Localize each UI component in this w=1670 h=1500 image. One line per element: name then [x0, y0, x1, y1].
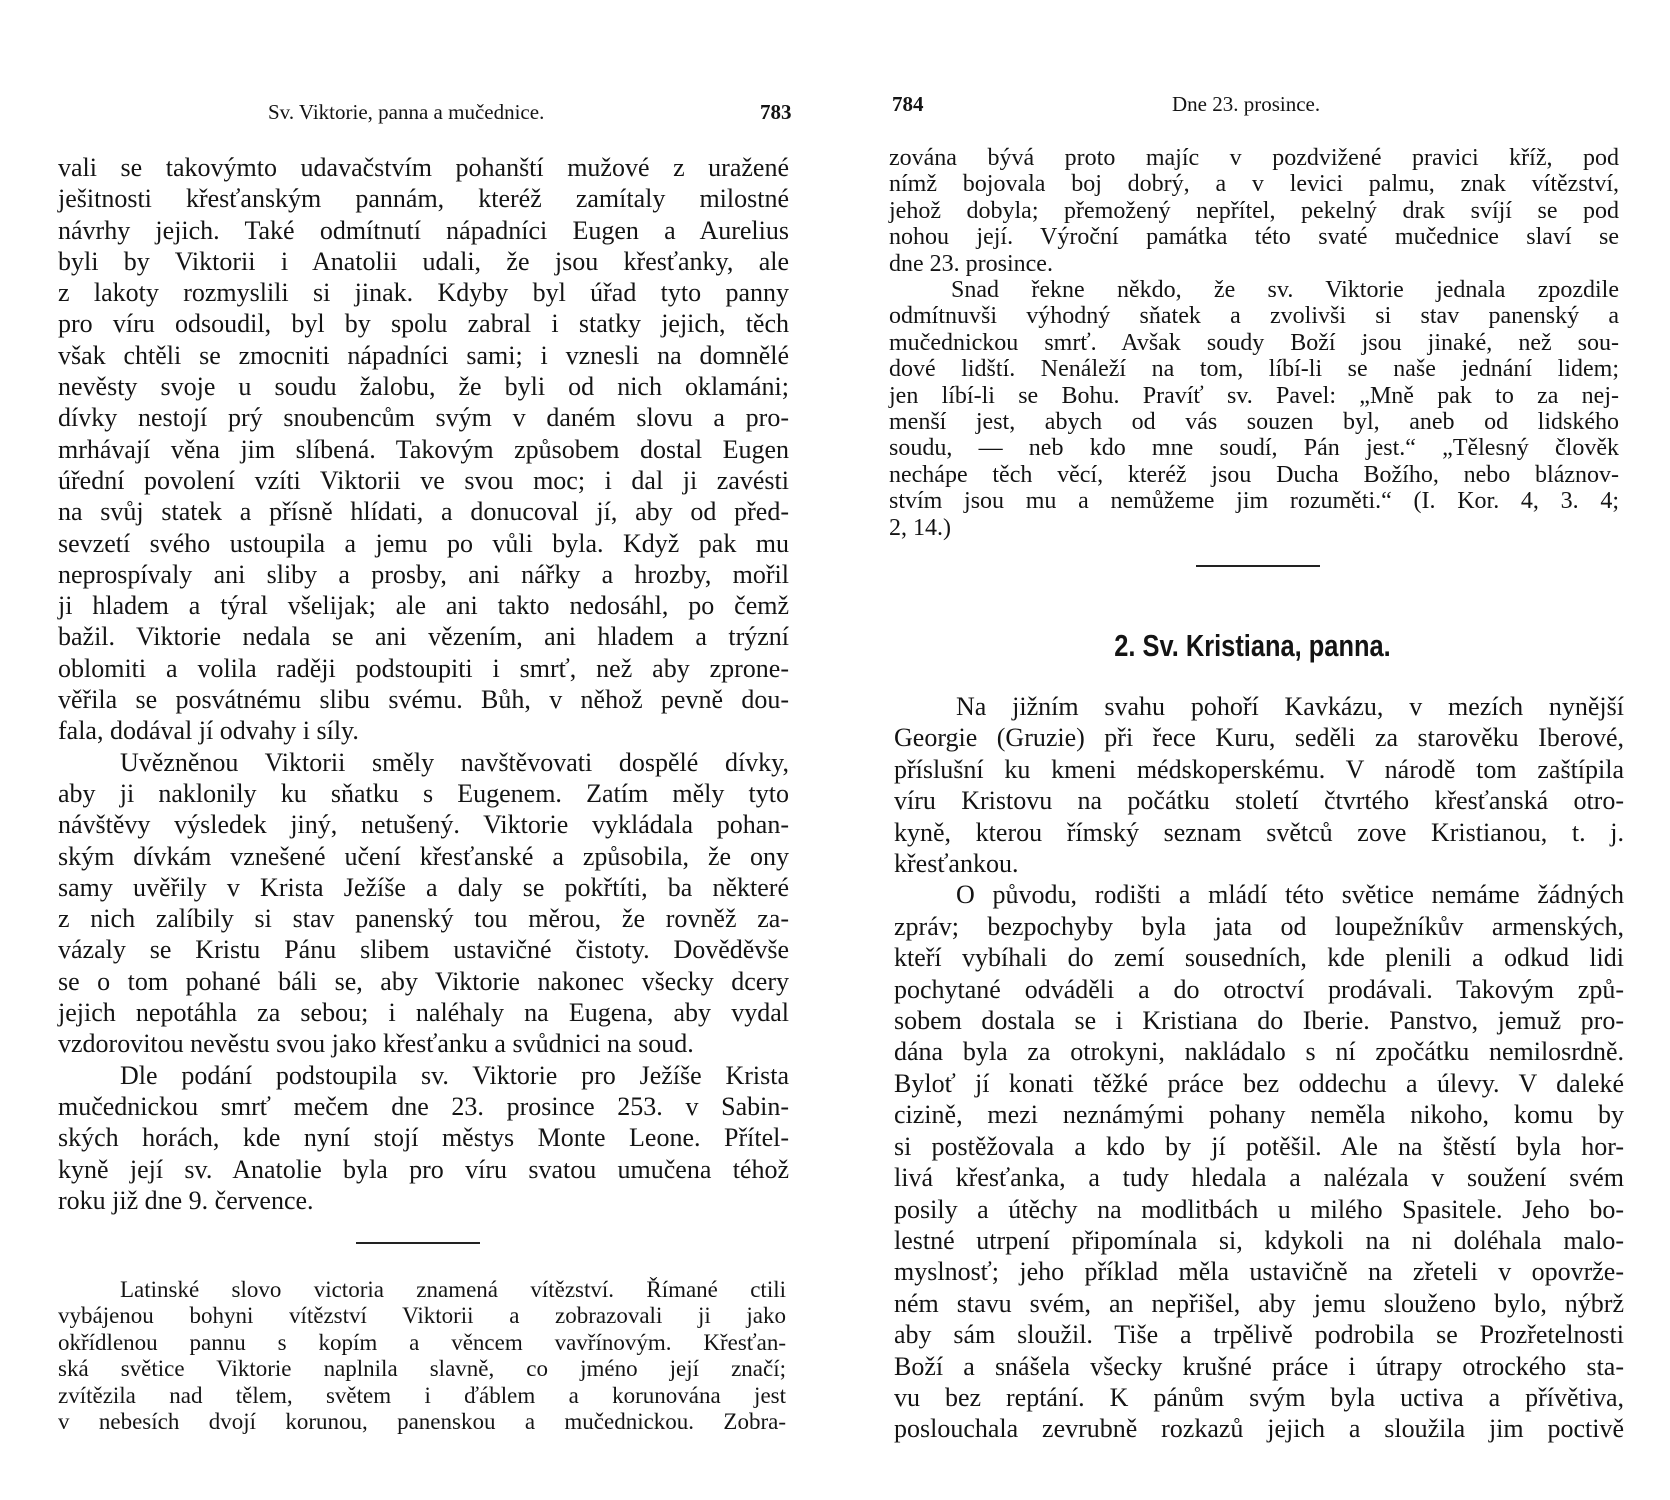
- text-line: ským dívkám vznešené učení křesťanské a způsobila, že ony: [58, 841, 789, 871]
- text-line: vybájenou bohyni vítězství Viktorii a zobrazovali ji jako: [58, 1303, 786, 1329]
- text-line: si postěžovala a kdo by jí potěšil. Ale na štěstí byla hor-: [894, 1131, 1624, 1161]
- text-line: menší jest, abych od vás souzen byl, aneb od lidského: [889, 409, 1619, 436]
- text-line: zvítězila nad tělem, světem i ďáblem a korunována jest: [58, 1382, 786, 1408]
- text-line: livá křesťanka, a tudy hledala a nalézala v soužení svém: [894, 1163, 1624, 1193]
- text-line: v nebesích dvojí korunou, panenskou a mučednickou. Zobra-: [58, 1409, 786, 1435]
- text-line: okřídlenou pannu s kopím a věncem vavřínovým. Křesťan-: [58, 1329, 786, 1355]
- running-head: Dne 23. prosince.: [1172, 92, 1321, 116]
- text-line: ská světice Viktorie naplnila slavně, co jméno její značí;: [58, 1356, 786, 1382]
- text-line: víru Kristovu na počátku století čtvrtého křesťanská otro-: [894, 786, 1624, 816]
- page-number: 784: [892, 92, 924, 116]
- body-text: [58, 152, 789, 1216]
- text-line: Georgie (Gruzie) při řece Kuru, seděli za starověku Iberové,: [894, 723, 1624, 753]
- text-line: 2, 14.): [889, 514, 951, 541]
- text-line: ských horách, kde nyní stojí městys Monte Leone. Přítel-: [58, 1123, 789, 1153]
- text-line: roku již dne 9. července.: [58, 1185, 314, 1215]
- text-line: odmítnuvši výhodný sňatek a zvolivši si stav panenský a: [889, 303, 1619, 330]
- text-line: soudu, — neb kdo mne soudí, Pán jest.“ „Tělesný člověk: [889, 435, 1619, 462]
- text-line: oblomiti a volila raději podstoupiti i smrť, než aby zprone-: [58, 653, 789, 683]
- text-line: cizině, mezi neznámými pohany neměla nikoho, komu by: [894, 1100, 1624, 1130]
- text-line: dne 23. prosince.: [889, 250, 1053, 277]
- text-line: dána byla za otrokyni, nakládalo s ní zpočátku nemilosrdně.: [894, 1037, 1624, 1067]
- text-line: neprospívaly ani sliby a prosby, ani nářky a hrozby, mořil: [58, 559, 789, 589]
- text-line: Byloť jí konati těžké práce bez oddechu a úlevy. V daleké: [894, 1068, 1624, 1098]
- text-line: pochytané odváděli a do otroctví prodávali. Takovým způ-: [894, 974, 1624, 1004]
- text-line: zpráv; bezpochyby byla jata od loupežníkův armenských,: [894, 911, 1624, 941]
- text-line: Na jižním svahu pohoří Kavkázu, v mezích nynější: [956, 692, 1624, 721]
- body-text: [889, 145, 1619, 541]
- text-line: kyně její sv. Anatolie byla pro víru svatou umučena téhož: [58, 1154, 789, 1184]
- text-line: vázaly se Kristu Pánu slibem ustavičné čistoty. Dověděvše: [58, 935, 789, 965]
- text-line: křesťankou.: [894, 849, 1019, 879]
- text-line: návrhy jejich. Také odmítnutí nápadníci Eugen a Aurelius: [58, 215, 789, 245]
- text-line: byli by Viktorii i Anatolii udali, že jsou křesťanky, ale: [58, 246, 789, 276]
- paragraph: [58, 1277, 786, 1435]
- right-page: [835, 0, 1670, 1500]
- paragraph: [58, 1060, 789, 1216]
- text-line: ješitnosti křesťanským pannám, kteréž zamítaly milostné: [58, 184, 789, 214]
- text-line: nímž bojovala boj dobrý, a v levici palmu, znak vítězství,: [889, 171, 1619, 198]
- text-line: myslnosť; jeho příklad měla ustavičně na zřeteli v opovrže-: [894, 1257, 1624, 1287]
- text-line: jejich nepotáhla za sebou; i naléhaly na Eugena, aby vydal: [58, 998, 789, 1028]
- text-line: samy uvěřily v Krista Ježíše a daly se pokřtíti, ba některé: [58, 872, 789, 902]
- text-line: Latinské slovo victoria znamená vítězství. Římané ctili: [120, 1277, 786, 1302]
- text-line: O původu, rodišti a mládí této světice nemáme žádných: [956, 880, 1624, 910]
- paragraph: [889, 277, 1619, 541]
- text-line: zována bývá proto majíc v pozdvižené pravici kříž, pod: [889, 145, 1619, 171]
- text-line: na svůj statek a přísně hlídati, a donucoval jí, aby od před-: [58, 497, 789, 527]
- text-line: jehož dobyla; přemožený nepřítel, pekelný drak svíjí se pod: [889, 197, 1619, 224]
- text-line: úřední povolení vzíti Viktorii ve svou moc; i dal ji zavésti: [58, 465, 789, 495]
- text-line: sevzetí svého ustoupila a jemu po vůli byla. Když pak mu: [58, 528, 789, 558]
- footnote-text: [58, 1277, 786, 1435]
- text-line: nechápe těch věcí, kteréž jsou Ducha Božího, nebo bláznov-: [889, 461, 1619, 488]
- text-line: Boží a snášela všecky krušné práce i útrapy otrockého sta-: [894, 1351, 1624, 1381]
- text-line: nohou její. Výroční památka této svaté mučednice slaví se: [889, 224, 1619, 251]
- text-line: vzdorovitou nevěstu svou jako křesťanku a svůdnici na soud.: [58, 1029, 694, 1059]
- text-line: dové lidští. Nenáleží na tom, líbí-li se naše jednání lidem;: [889, 356, 1619, 383]
- text-line: z lakoty rozmyslili si jinak. Kdyby byl úřad tyto panny: [58, 278, 789, 308]
- text-line: Uvězněnou Viktorii směly navštěvovati dospělé dívky,: [120, 747, 789, 777]
- text-line: Dle podání podstoupila sv. Viktorie pro Ježíše Krista: [120, 1060, 789, 1090]
- text-line: vali se takovýmto udavačstvím pohanští mužové z uražené: [58, 153, 789, 182]
- text-line: nevěsty svoje u soudu žalobu, že byli od nich oklamáni;: [58, 372, 789, 402]
- text-line: kteří vybíhali do zemí sousedních, kde plenili a odkud lidi: [894, 943, 1624, 973]
- text-line: vu bez reptání. K pánům svým byla uctiva a přívětiva,: [894, 1382, 1624, 1412]
- section-divider: [356, 1242, 480, 1244]
- section-title: 2. Sv. Kristiana, panna.: [1114, 628, 1391, 663]
- text-line: Snad řekne někdo, že sv. Viktorie jednala zpozdile: [951, 277, 1619, 304]
- text-line: mučednickou smrť mečem dne 23. prosince 253. v Sabin-: [58, 1091, 789, 1121]
- page-number: 783: [760, 100, 792, 124]
- section-divider: [1196, 565, 1320, 567]
- paragraph: [889, 145, 1619, 277]
- text-line: mučednickou smrť. Avšak soudy Boží jsou jinaké, než sou-: [889, 329, 1619, 356]
- text-line: lestné utrpení připomínala si, kdykoli na ni doléhala malo-: [894, 1225, 1624, 1255]
- paragraph: [58, 747, 789, 1060]
- text-line: příslušní ku kmeni médskoperskému. V národě tom zaštípila: [894, 754, 1624, 784]
- text-line: se o tom pohané báli se, aby Viktorie nakonec všecky dcery: [58, 966, 789, 996]
- paragraph: [894, 879, 1624, 1444]
- paragraph: [58, 152, 789, 747]
- text-line: stvím jsou mu a nemůžeme jim rozuměti.“ (I. Kor. 4, 3. 4;: [889, 488, 1619, 515]
- text-line: však chtěli se zmocniti nápadníci sami; i vznesli na domnělé: [58, 340, 789, 370]
- body-text: [894, 691, 1624, 1445]
- text-line: věřila se posvátnému slibu svému. Bůh, v něhož pevně dou-: [58, 685, 789, 715]
- text-line: ji hladem a týral všelijak; ale ani takto nedosáhl, po čemž: [58, 591, 789, 621]
- text-line: aby sám sloužil. Tiše a trpělivě podrobila se Prozřetelnosti: [894, 1320, 1624, 1350]
- text-line: jen líbí-li se Bohu. Pravíť sv. Pavel: „Mně pak to za nej-: [889, 382, 1619, 409]
- text-line: návštěvy výsledek jiný, netušený. Viktorie vykládala pohan-: [58, 810, 789, 840]
- text-line: dívky nestojí prý snoubencům svým v daném slovu a pro-: [58, 403, 789, 433]
- text-line: z nich zalíbily si stav panenský tou měrou, že rovněž za-: [58, 904, 789, 934]
- paragraph: [894, 691, 1624, 879]
- text-line: sobem dostala se i Kristiana do Iberie. Panstvo, jemuž pro-: [894, 1006, 1624, 1036]
- text-line: ném stavu svém, an nepřišel, aby jemu slouženo bylo, nýbrž: [894, 1288, 1624, 1318]
- text-line: bažil. Viktorie nedala se ani vězením, ani hladem a trýzní: [58, 622, 789, 652]
- text-line: pro víru odsoudil, byl by spolu zabral i statky jejich, těch: [58, 309, 789, 339]
- running-head: Sv. Viktorie, panna a mučednice.: [268, 100, 545, 124]
- text-line: kyně, kterou římský seznam světců zove Kristianou, t. j.: [894, 817, 1624, 847]
- text-line: aby ji naklonily ku sňatku s Eugenem. Zatím měly tyto: [58, 778, 789, 808]
- text-line: fala, dodával jí odvahy i síly.: [58, 716, 359, 746]
- text-line: mrhávají věna jim slíbená. Takovým způsobem dostal Eugen: [58, 434, 789, 464]
- text-line: posily a útěchy na modlitbách u milého Spasitele. Jeho bo-: [894, 1194, 1624, 1224]
- text-line: poslouchala zevrubně rozkazů jejich a sloužila jim poctivě: [894, 1414, 1624, 1444]
